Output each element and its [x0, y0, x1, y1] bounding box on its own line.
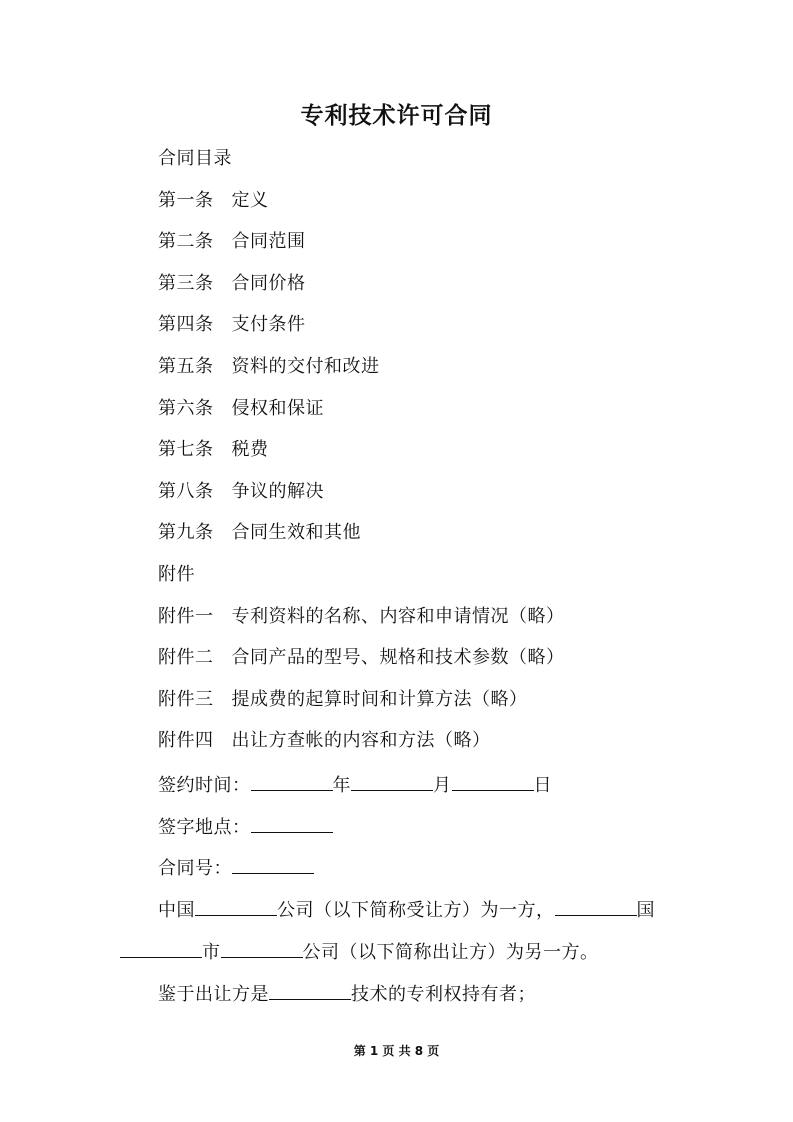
sign-time-label: 签约时间： [158, 775, 251, 796]
article-number: 第八条 [158, 481, 214, 502]
annex-item-3 [158, 687, 528, 713]
sign-month-blank[interactable] [351, 770, 433, 791]
article-title: 资料的交付和改进 [231, 356, 380, 377]
toc-article-9 [158, 520, 361, 546]
page-footer: 第 1 页 共 8 页 [353, 1044, 440, 1058]
article-title: 合同价格 [231, 273, 306, 294]
sign-year-blank[interactable] [251, 770, 333, 791]
annex-item-4 [158, 728, 491, 754]
whereas-prefix: 鉴于出让方是 [158, 984, 269, 1005]
article-number: 第七条 [158, 439, 214, 460]
city-label: 市 [202, 942, 221, 963]
toc-article-6 [158, 396, 324, 422]
article-title: 合同生效和其他 [231, 522, 361, 543]
whereas-clause [158, 979, 536, 1008]
annex-heading: 附件 [158, 564, 195, 585]
annex-number: 附件四 [158, 730, 214, 751]
licensor-country-blank[interactable] [555, 895, 637, 916]
licensor-company-blank[interactable] [221, 937, 303, 958]
article-number: 第九条 [158, 522, 214, 543]
annex-item-2 [158, 645, 565, 671]
article-number: 第三条 [158, 273, 214, 294]
article-number: 第六条 [158, 398, 214, 419]
sign-place-label: 签字地点： [158, 817, 251, 838]
article-title: 合同范围 [231, 231, 306, 252]
contract-number-label: 合同号： [158, 858, 232, 879]
year-label: 年 [332, 775, 351, 796]
article-title: 侵权和保证 [231, 398, 324, 419]
article-title: 争议的解决 [231, 481, 324, 502]
article-title: 支付条件 [231, 314, 306, 335]
day-label: 日 [533, 775, 552, 796]
annex-item-1 [158, 604, 565, 630]
party-suffix: 国 [636, 900, 655, 921]
toc-article-5 [158, 354, 380, 380]
article-number: 第一条 [158, 190, 214, 211]
sign-place-line [158, 812, 333, 841]
party-paragraph-line2 [120, 937, 599, 966]
technology-name-blank[interactable] [269, 979, 351, 1000]
toc-article-3 [158, 271, 306, 297]
article-title: 税费 [231, 439, 269, 460]
article-title: 定义 [231, 190, 269, 211]
toc-article-8 [158, 479, 324, 505]
article-number: 第二条 [158, 231, 214, 252]
annex-number: 附件二 [158, 647, 214, 668]
sign-day-blank[interactable] [452, 770, 534, 791]
annex-title: 提成费的起算时间和计算方法（略） [231, 689, 528, 710]
annex-number: 附件三 [158, 689, 214, 710]
document-title: 专利技术许可合同 [300, 102, 493, 129]
month-label: 月 [433, 775, 452, 796]
party-paragraph-line1 [158, 895, 655, 924]
whereas-suffix: 技术的专利权持有者； [351, 984, 536, 1005]
contract-number-blank[interactable] [232, 853, 314, 874]
party-middle: 公司（以下简称受让方）为一方， [277, 900, 555, 921]
licensee-name-blank[interactable] [195, 895, 277, 916]
article-number: 第四条 [158, 314, 214, 335]
sign-place-blank[interactable] [251, 812, 333, 833]
toc-article-4 [158, 312, 306, 338]
article-number: 第五条 [158, 356, 214, 377]
party-line2-rest: 公司（以下简称出让方）为另一方。 [302, 942, 599, 963]
annex-title: 专利资料的名称、内容和申请情况（略） [231, 606, 565, 627]
licensor-city-blank[interactable] [120, 937, 202, 958]
annex-title: 合同产品的型号、规格和技术参数（略） [231, 647, 565, 668]
toc-article-1 [158, 188, 269, 214]
contract-number-line [158, 853, 314, 882]
annex-number: 附件一 [158, 606, 214, 627]
sign-time-line [158, 770, 552, 799]
annex-title: 出让方查帐的内容和方法（略） [231, 730, 491, 751]
toc-article-2 [158, 229, 306, 255]
toc-heading: 合同目录 [158, 148, 232, 169]
party-prefix: 中国 [158, 900, 195, 921]
toc-article-7 [158, 437, 269, 463]
